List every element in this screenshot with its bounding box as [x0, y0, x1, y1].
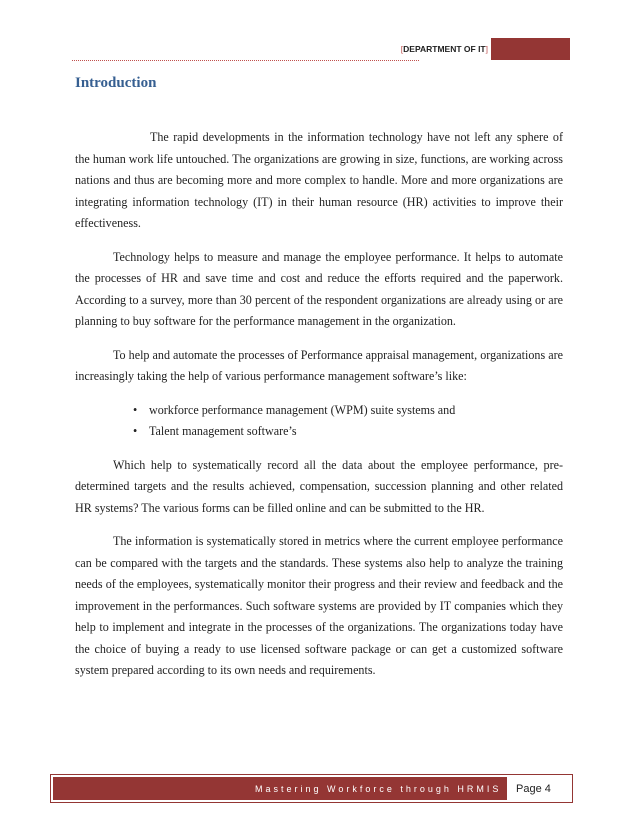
page-number: Page 4 — [516, 783, 551, 795]
bullet-icon: • — [133, 402, 138, 417]
list-item — [75, 400, 563, 422]
document-body — [75, 127, 563, 694]
header-bracket-open: [ — [400, 44, 404, 54]
bullet-text: workforce performance management (WPM) suite systems and — [149, 402, 456, 417]
paragraph-1: The rapid developments in the information technology have not left any sphere of the human work life untouched. The organizations are growing in size, functions, are working across nations and thus are becoming more and more complex to handle. More and more organizations are integrating information technology (IT) in their human resource (HR) activities to improve their effectiveness. — [75, 130, 563, 230]
paragraph-5: The information is systematically stored in metrics where the current employee performance can be compared with the targets and the standards. These systems also help to analyze the training needs of the employees, systematically monitor their progress and their review and feedback and the improvement in the performances. Such software systems are provided by IT companies which they help to implement and integrate in the processes of the organizations. The organizations today have the choice of buying a ready to use licensed software package or can get a customized software system prepared according to its own needs and requirements. — [75, 534, 563, 677]
bullet-icon: • — [133, 424, 138, 438]
list-item — [75, 421, 563, 443]
header-title-text: DEPARTMENT OF IT — [403, 44, 486, 54]
footer-title: Mastering Workforce through HRMIS — [255, 784, 502, 794]
bullet-text: Talent management software’s — [149, 424, 297, 438]
page-header — [72, 38, 570, 60]
paragraph-3: To help and automate the processes of Performance appraisal management, organizations are increasingly taking the help of various performance management software’s like: — [75, 347, 563, 383]
header-accent-bar — [491, 38, 570, 60]
paragraph-2: Technology helps to measure and manage the employee performance. It helps to automate the processes of HR and save time and cost and reduce the efforts required and the paperwork. According to a survey, more than 30 percent of the respondent organizations are already using or are planning to buy software for the performance management in the organization. — [75, 249, 563, 328]
header-title — [318, 42, 488, 56]
section-heading: Introduction — [75, 75, 157, 91]
paragraph-4: Which help to systematically record all the data about the employee performance, pre-determined targets and the results achieved, compensation, succession planning and other related HR systems? The various forms can be filled online and can be submitted to the HR. — [75, 457, 563, 515]
bullet-list — [75, 400, 563, 443]
header-bracket-close: ] — [485, 44, 488, 54]
header-divider — [72, 60, 419, 61]
